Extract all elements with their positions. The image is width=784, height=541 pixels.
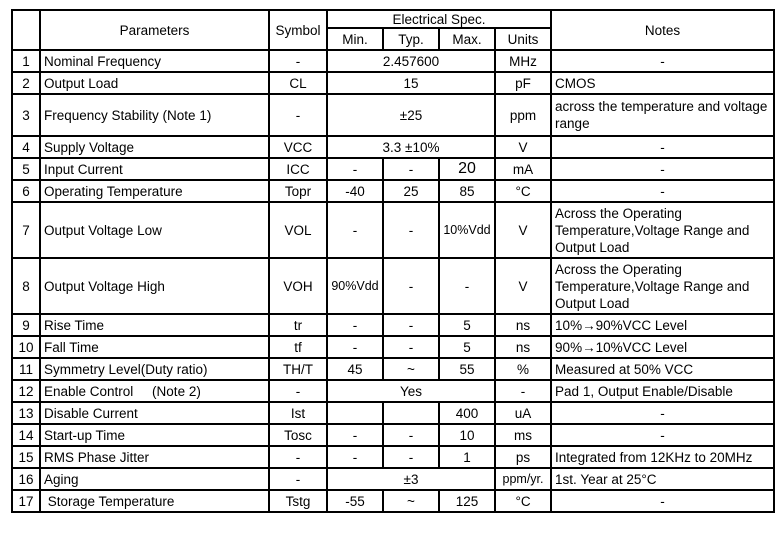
parameter-cell: Output Voltage Low [40, 202, 269, 258]
symbol-cell: Tosc [269, 424, 327, 446]
table-row [12, 136, 774, 158]
symbol-cell: - [269, 446, 327, 468]
header-symbol: Symbol [269, 10, 327, 50]
units-cell: °C [495, 490, 551, 512]
parameter-cell: RMS Phase Jitter [40, 446, 269, 468]
notes-cell: - [551, 402, 774, 424]
notes-cell: Integrated from 12KHz to 20MHz [551, 446, 774, 468]
table-row [12, 72, 774, 94]
row-number: 4 [12, 136, 40, 158]
units-cell: V [495, 136, 551, 158]
notes-cell: 10%→90%VCC Level [551, 314, 774, 336]
header-min: Min. [327, 28, 383, 50]
spec-span-cell: 3.3 ±10% [327, 136, 495, 158]
row-number: 15 [12, 446, 40, 468]
header-max: Max. [439, 28, 495, 50]
spec-span-cell: 15 [327, 72, 495, 94]
table-row [12, 158, 774, 180]
symbol-cell: - [269, 380, 327, 402]
min-cell: - [327, 158, 383, 180]
typ-cell: 25 [383, 180, 439, 202]
max-cell: 10 [439, 424, 495, 446]
max-cell: - [439, 258, 495, 314]
min-cell: - [327, 336, 383, 358]
row-number: 5 [12, 158, 40, 180]
row-number: 17 [12, 490, 40, 512]
row-number: 8 [12, 258, 40, 314]
row-number: 6 [12, 180, 40, 202]
row-number: 14 [12, 424, 40, 446]
parameter-cell: Nominal Frequency [40, 50, 269, 72]
parameter-cell: Aging [40, 468, 269, 490]
row-number: 16 [12, 468, 40, 490]
parameter-cell: Symmetry Level(Duty ratio) [40, 358, 269, 380]
row-number: 1 [12, 50, 40, 72]
notes-cell: - [551, 180, 774, 202]
min-cell: -40 [327, 180, 383, 202]
units-cell: ps [495, 446, 551, 468]
notes-cell: Across the Operating Temperature,Voltage Range and Output Load [551, 258, 774, 314]
row-number: 9 [12, 314, 40, 336]
units-cell: ppm [495, 94, 551, 136]
table-row [12, 50, 774, 72]
min-cell: - [327, 314, 383, 336]
header-row [12, 10, 774, 28]
symbol-cell: VOH [269, 258, 327, 314]
symbol-cell: VOL [269, 202, 327, 258]
table-row [12, 490, 774, 512]
notes-cell: Pad 1, Output Enable/Disable [551, 380, 774, 402]
row-number: 13 [12, 402, 40, 424]
header-electrical-spec: Electrical Spec. [327, 10, 551, 28]
notes-cell: 1st. Year at 25°C [551, 468, 774, 490]
header-parameters: Parameters [40, 10, 269, 50]
row-number: 3 [12, 94, 40, 136]
parameter-cell: Disable Current [40, 402, 269, 424]
table-row [12, 336, 774, 358]
symbol-cell: tf [269, 336, 327, 358]
typ-cell: - [383, 314, 439, 336]
notes-cell: across the temperature and voltage range [551, 94, 774, 136]
header-typ: Typ. [383, 28, 439, 50]
min-cell: 45 [327, 358, 383, 380]
symbol-cell: ICC [269, 158, 327, 180]
spec-span-cell: Yes [327, 380, 495, 402]
header-units: Units [495, 28, 551, 50]
max-cell: 10%Vdd [439, 202, 495, 258]
notes-cell: CMOS [551, 72, 774, 94]
typ-cell: - [383, 202, 439, 258]
symbol-cell: tr [269, 314, 327, 336]
spec-span-cell: ±3 [327, 468, 495, 490]
table-row [12, 202, 774, 258]
parameter-cell: Input Current [40, 158, 269, 180]
units-cell: V [495, 258, 551, 314]
parameter-cell: Operating Temperature [40, 180, 269, 202]
notes-cell: Across the Operating Temperature,Voltage Range and Output Load [551, 202, 774, 258]
table-row [12, 468, 774, 490]
symbol-cell: Ist [269, 402, 327, 424]
typ-cell: - [383, 336, 439, 358]
max-cell: 400 [439, 402, 495, 424]
units-cell: ms [495, 424, 551, 446]
max-cell: 125 [439, 490, 495, 512]
row-number: 7 [12, 202, 40, 258]
notes-cell: Measured at 50% VCC [551, 358, 774, 380]
parameter-cell: Rise Time [40, 314, 269, 336]
symbol-cell: Tstg [269, 490, 327, 512]
symbol-cell: - [269, 94, 327, 136]
parameter-cell: Fall Time [40, 336, 269, 358]
typ-cell: - [383, 424, 439, 446]
notes-cell: - [551, 158, 774, 180]
electrical-spec-table [11, 9, 775, 513]
table-row [12, 402, 774, 424]
parameter-cell: Output Load [40, 72, 269, 94]
min-cell: - [327, 202, 383, 258]
typ-cell: - [383, 158, 439, 180]
max-cell: 5 [439, 336, 495, 358]
table-row [12, 446, 774, 468]
notes-cell: - [551, 136, 774, 158]
table-row [12, 380, 774, 402]
units-cell: % [495, 358, 551, 380]
typ-cell: ~ [383, 358, 439, 380]
typ-cell: - [383, 446, 439, 468]
units-cell: mA [495, 158, 551, 180]
min-cell: - [327, 446, 383, 468]
header-notes: Notes [551, 10, 774, 50]
notes-cell: - [551, 490, 774, 512]
row-number: 11 [12, 358, 40, 380]
units-cell: ns [495, 314, 551, 336]
max-cell: 85 [439, 180, 495, 202]
units-cell: MHz [495, 50, 551, 72]
spec-span-cell: 2.457600 [327, 50, 495, 72]
max-cell: 55 [439, 358, 495, 380]
table-row [12, 180, 774, 202]
units-cell: - [495, 380, 551, 402]
header-index [12, 10, 40, 50]
symbol-cell: VCC [269, 136, 327, 158]
spec-span-cell: ±25 [327, 94, 495, 136]
symbol-cell: - [269, 468, 327, 490]
units-cell: pF [495, 72, 551, 94]
row-number: 10 [12, 336, 40, 358]
table-row [12, 94, 774, 136]
max-cell: 20 [439, 158, 495, 180]
notes-cell: - [551, 424, 774, 446]
units-cell: uA [495, 402, 551, 424]
typ-cell [383, 402, 439, 424]
parameter-cell: Start-up Time [40, 424, 269, 446]
units-cell: ppm/yr. [495, 468, 551, 490]
row-number: 12 [12, 380, 40, 402]
typ-cell: - [383, 258, 439, 314]
units-cell: V [495, 202, 551, 258]
symbol-cell: Topr [269, 180, 327, 202]
symbol-cell: CL [269, 72, 327, 94]
min-cell: - [327, 424, 383, 446]
min-cell: 90%Vdd [327, 258, 383, 314]
table-row [12, 314, 774, 336]
parameter-cell: Enable Control (Note 2) [40, 380, 269, 402]
typ-cell: ~ [383, 490, 439, 512]
units-cell: ns [495, 336, 551, 358]
table-row [12, 358, 774, 380]
parameter-cell: Storage Temperature [40, 490, 269, 512]
max-cell: 1 [439, 446, 495, 468]
symbol-cell: TH/T [269, 358, 327, 380]
notes-cell: - [551, 50, 774, 72]
notes-cell: 90%→10%VCC Level [551, 336, 774, 358]
min-cell: -55 [327, 490, 383, 512]
symbol-cell: - [269, 50, 327, 72]
row-number: 2 [12, 72, 40, 94]
max-cell: 5 [439, 314, 495, 336]
table-row [12, 258, 774, 314]
parameter-cell: Supply Voltage [40, 136, 269, 158]
parameter-cell: Frequency Stability (Note 1) [40, 94, 269, 136]
units-cell: °C [495, 180, 551, 202]
parameter-cell: Output Voltage High [40, 258, 269, 314]
min-cell [327, 402, 383, 424]
table-row [12, 424, 774, 446]
